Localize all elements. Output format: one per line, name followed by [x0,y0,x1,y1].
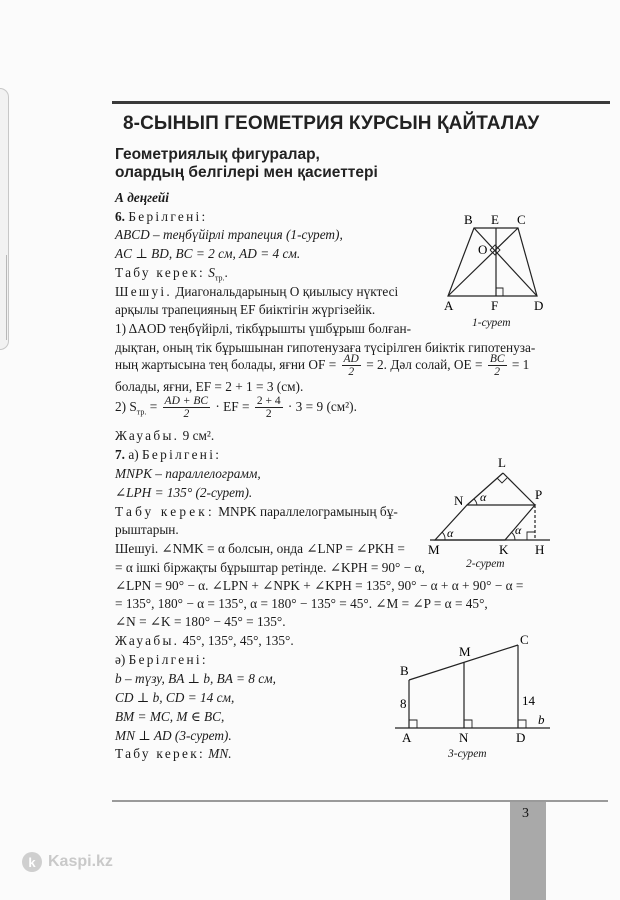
p6-answer-label: Жауабы. [115,428,180,443]
p6-sol5 [115,352,529,378]
label-l: L [498,455,506,470]
p7-given-label: Берілгені: [141,447,222,462]
right-angle-n [464,720,472,728]
frac-num: AD + BC [164,395,209,408]
frac-den: 2 [348,366,355,379]
right-angle-f [496,288,503,296]
p6-answer [115,427,214,444]
p7b-part: ә) [115,652,126,667]
p6-sol3: 1) ΔAOD теңбүйірлі, тікбұрышты үшбұрыш болған- [115,321,412,336]
frac-num: BC [489,353,505,366]
p7b-given-label: Берілгені: [128,652,208,667]
p7-sol1: Шешуі. ∠NMK = α болсын, онда ∠LNP = ∠PKH = [115,541,405,556]
p6-sol7-d: · 3 = 9 (см²). [287,399,357,414]
p6-sol7-c: · EF = [215,399,250,414]
kaspi-logo-icon: k [22,852,42,872]
header-rule [112,101,610,104]
right-angle-l [497,478,507,483]
label-alpha-k: α [515,523,522,537]
label-n: N [459,730,469,745]
line-lp [503,473,535,505]
label-e: E [491,212,499,227]
fraction-2-4 [255,395,283,420]
p6-find-sub: тр. [214,273,225,283]
p6-sol5-b: = 2. Дәл солай, OE = [366,357,483,372]
p7-sol2: = α ішкі біржақты бұрыштар ретінде. ∠KPH = 90° − α, [115,560,425,575]
watermark-text: Kaspi.kz [48,853,113,870]
label-a: A [402,730,412,745]
label-alpha-m: α [447,526,454,540]
frac-num: AD [343,353,359,366]
p7b-find-label: Табу керек: [115,746,205,761]
label-h: H [535,542,545,557]
section-title-line1: Геометриялық фигуралар, [115,146,320,163]
p6-answer-value: 9 см². [182,428,215,443]
p7b-line2: CD ⊥ b, CD = 14 см, [115,690,235,705]
figure-3-caption: 3-сурет [448,748,487,760]
p7-answer-label: Жауабы. [115,633,180,648]
label-f: F [491,298,499,313]
right-angle-d [518,720,526,728]
p7-answer [115,632,294,649]
label-b: B [400,663,409,678]
frac-den: 2 [265,408,272,421]
p7-find2: рыштарын. [115,522,179,537]
frac-den: 2 [494,366,501,379]
label-k: K [499,542,509,557]
p6-given-label: Берілгені: [128,209,208,224]
label-b: B [464,212,473,227]
p6-sol5-a: ның жартысына тең болады, яғни OF = [115,357,337,372]
fraction-ad-2 [342,353,361,378]
label-c: C [517,212,526,227]
watermark [22,852,113,872]
p6-sol7-sub: тр. [136,407,147,417]
label-line-b: b [538,712,545,727]
p7-line2: ∠LPH = 135° (2-сурет). [115,485,253,500]
angle-arc-m [442,532,445,540]
label-c: C [520,632,529,647]
page-edge-line [0,255,7,340]
p6-find-value: S [208,265,215,280]
p7-given [115,446,221,463]
figure-3-trapezoid [395,630,555,750]
label-d: D [534,298,544,313]
p6-find: Табу керек: $S_{тр.}$. [115,265,228,283]
fraction-bc-2 [488,353,507,378]
p6-line2: AC ⊥ BD, BC = 2 см, AD = 4 см. [115,246,301,261]
label-n: N [454,493,464,508]
p7-sol5: ∠N = ∠K = 180° − 45° = 135°. [115,614,286,629]
p7-find-value: MNPK параллелограмының бұ- [218,504,398,519]
p6-number: 6. [115,209,125,224]
label-d: D [516,730,526,745]
page-title: 8-СЫНЫП ГЕОМЕТРИЯ КУРСЫН ҚАЙТАЛАУ [123,113,540,134]
label-o: O [478,242,488,257]
figure-1-caption: 1-сурет [472,317,511,329]
p7-answer-value: 45°, 135°, 45°, 135°. [182,633,294,648]
p7b-find-value: MN. [208,746,232,761]
p7b-find [115,745,232,762]
angle-arc-n [474,499,477,505]
label-m: M [459,644,471,659]
p7b-line3: BM = MC, M ∈ BC, [115,709,225,724]
p6-find-label: Табу керек: [115,265,205,280]
figure-2-parallelogram [425,450,555,560]
label-a: A [444,298,454,313]
p6-sol7 [115,393,357,427]
right-angle-a [409,720,417,728]
p7-number: 7. [115,447,125,462]
trapezoid-outline [448,228,537,296]
p7b-given [115,651,208,668]
p6-sol4: дықтан, оның тік бұрышынан гипотенузаға түсірілген биіктік гипотенуза- [115,340,536,355]
p6-sol5-c: = 1 [511,357,530,372]
label-ba-length: 8 [400,696,407,711]
p7b-line1: b – түзу, BA ⊥ b, BA = 8 см, [115,671,276,686]
p7-part-a: а) [128,447,139,462]
fraction-ad-bc [163,395,211,420]
p7-sol3: ∠LPN = 90° − α. ∠LPN + ∠NPK + ∠KPH = 135°, 90° − α + α + 90° − α = [115,578,524,593]
p6-sol-text1: Диагональдарының O қиылысу нүктесі [175,284,399,299]
right-angle-h [527,532,535,540]
p6-sol7-eq: = [149,399,158,414]
p6-sol2: арқылы трапецияның EF биіктігін жүргізейік. [115,302,376,317]
p7-find-label: Табу керек: [115,504,215,519]
p7-find [115,503,398,520]
p7-sol4: = 135°, 180° − α = 135°, α = 180° − 135° = 45°. ∠M = ∠P = α = 45°, [115,596,488,611]
p6-sol-label: Шешуі. [115,284,173,299]
label-alpha-n: α [480,490,487,504]
p6-sol7-a: 2) S [115,399,137,414]
page-number: 3 [522,806,529,821]
p6-given [115,208,208,225]
p6-sol1 [115,283,398,300]
level-heading: А деңгейі [115,190,169,205]
frac-num: 2 + 4 [256,395,281,408]
figure-2-caption: 2-сурет [466,558,505,570]
label-m: M [428,542,440,557]
p7b-line4: MN ⊥ AD (3-сурет). [115,728,232,743]
p7-line1: MNPK – параллелограмм, [115,466,261,481]
p6-line1: ABCD – теңбүйірлі трапеция (1-сурет), [115,227,343,242]
label-p: P [535,487,543,502]
frac-den: 2 [183,408,190,421]
label-cd-length: 14 [522,693,535,708]
section-title-line2: олардың белгілері мен қасиеттері [115,164,378,181]
p6-sol6: болады, яғни, EF = 2 + 1 = 3 (см). [115,379,304,394]
